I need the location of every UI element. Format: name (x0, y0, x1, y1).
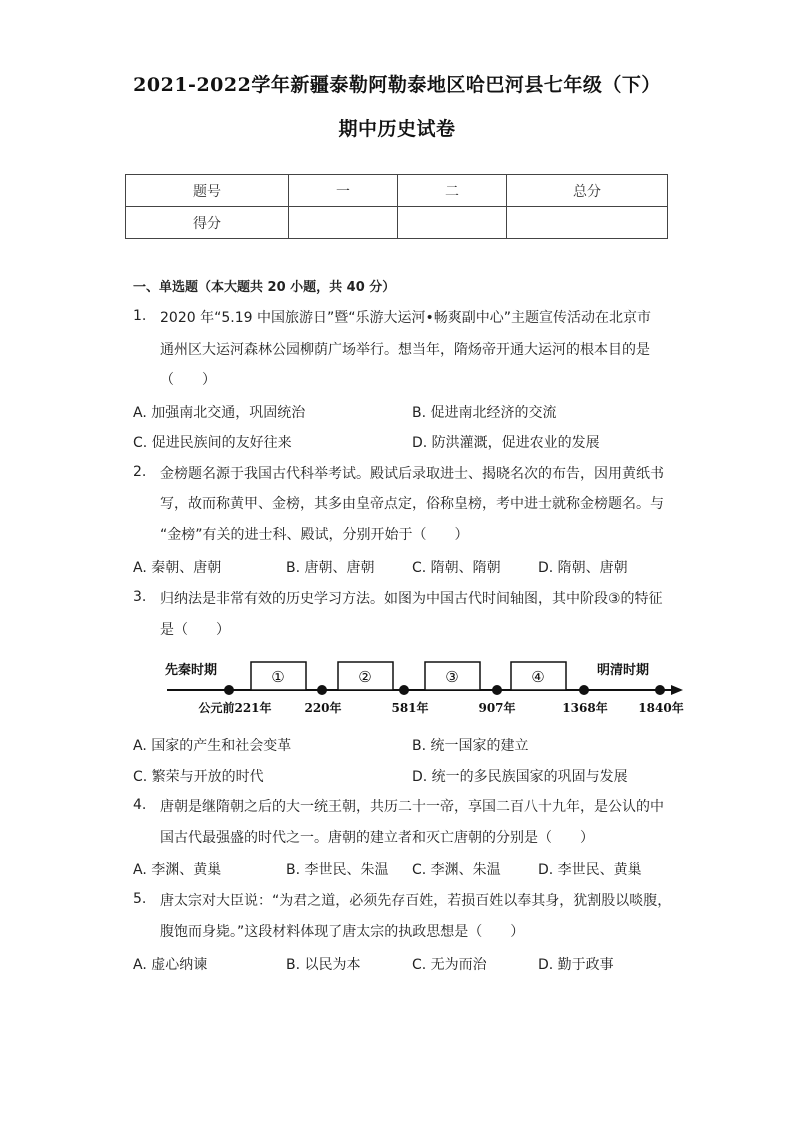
stage-label-4: ④ (531, 668, 545, 686)
question-text: （ ） (160, 372, 216, 388)
option-a[interactable]: A. 国家的产生和社会变革 (133, 738, 292, 754)
question-text: 通州区大运河森林公园柳荫广场举行。想当年，隋炀帝开通大运河的根本目的是 (160, 342, 650, 358)
stage-label-2: ② (358, 668, 372, 686)
timeline-right-label: 明清时期 (597, 663, 650, 678)
tick-dot (317, 685, 327, 695)
option-c[interactable]: C. 李渊、朱温 (412, 862, 501, 878)
option-b[interactable]: B. 统一国家的建立 (412, 738, 529, 754)
tick-dot (224, 685, 234, 695)
option-b[interactable]: B. 以民为本 (286, 957, 361, 973)
question-text: “金榜”有关的进士科、殿试，分别开始于（ ） (160, 527, 469, 543)
score-header-cell: 一 (289, 175, 398, 207)
stage-label-1: ① (271, 668, 285, 686)
option-d[interactable]: D. 隋朝、唐朝 (538, 560, 628, 576)
question-text: 是（ ） (160, 622, 230, 638)
option-c[interactable]: C. 繁荣与开放的时代 (133, 769, 264, 785)
option-c[interactable]: C. 无为而治 (412, 957, 487, 973)
question-number: 4. (133, 797, 147, 813)
timeline-figure (163, 652, 693, 722)
tick-label: 220年 (304, 701, 342, 715)
tick-label: 公元前221年 (198, 701, 272, 715)
score-table-score-row (126, 207, 668, 239)
option-d[interactable]: D. 统一的多民族国家的巩固与发展 (412, 769, 628, 785)
tick-dot (492, 685, 502, 695)
section-heading: 一、单选题（本大题共 20 小题，共 40 分） (133, 280, 396, 295)
question-text: 唐朝是继隋朝之后的大一统王朝，共历二十一帝，享国二百八十九年，是公认的中 (160, 799, 664, 815)
option-b[interactable]: B. 唐朝、唐朝 (286, 560, 375, 576)
question-number: 5. (133, 891, 147, 907)
option-a[interactable]: A. 秦朝、唐朝 (133, 560, 222, 576)
option-d[interactable]: D. 李世民、黄巢 (538, 862, 642, 878)
question-number: 1. (133, 308, 147, 324)
option-b[interactable]: B. 李世民、朱温 (286, 862, 389, 878)
option-d[interactable]: D. 防洪灌溉，促进农业的发展 (412, 435, 600, 451)
question-text: 唐太宗对大臣说：“为君之道，必须先存百姓，若损百姓以奉其身，犹割股以啖腹， (160, 893, 672, 909)
question-number: 3. (133, 589, 147, 605)
question-text: 腹饱而身毙。”这段材料体现了唐太宗的执政思想是（ ） (160, 924, 525, 940)
exam-title-line2: 期中历史试卷 (338, 118, 456, 140)
option-c[interactable]: C. 隋朝、隋朝 (412, 560, 501, 576)
option-a[interactable]: A. 李渊、黄巢 (133, 862, 222, 878)
score-cell-empty (398, 207, 507, 239)
question-text: 归纳法是非常有效的历史学习方法。如图为中国古代时间轴图，其中阶段③的特征 (160, 591, 663, 607)
score-table-header-row (126, 175, 668, 207)
timeline-left-label: 先秦时期 (165, 663, 218, 678)
option-b[interactable]: B. 促进南北经济的交流 (412, 405, 557, 421)
score-cell-empty (289, 207, 398, 239)
question-text: 2020 年“5.19 中国旅游日”暨“乐游大运河•畅爽副中心”主题宣传活动在北京市 (160, 310, 651, 326)
timeline-arrow (671, 685, 683, 695)
stage-label-3: ③ (445, 668, 459, 686)
score-table (125, 174, 668, 239)
tick-label: 1840年 (638, 701, 684, 715)
question-text: 金榜题名源于我国古代科举考试。殿试后录取进士、揭晓名次的布告，因用黄纸书 (160, 466, 664, 482)
score-header-cell: 题号 (126, 175, 289, 207)
option-c[interactable]: C. 促进民族间的友好往来 (133, 435, 292, 451)
tick-label: 1368年 (562, 701, 608, 715)
option-a[interactable]: A. 加强南北交通，巩固统治 (133, 405, 306, 421)
score-header-cell: 总分 (507, 175, 668, 207)
tick-dot (399, 685, 409, 695)
option-d[interactable]: D. 勤于政事 (538, 957, 614, 973)
tick-label: 907年 (478, 701, 516, 715)
tick-dot (655, 685, 665, 695)
tick-label: 581年 (391, 701, 429, 715)
option-a[interactable]: A. 虚心纳谏 (133, 957, 208, 973)
tick-dot (579, 685, 589, 695)
score-row-label: 得分 (126, 207, 289, 239)
score-header-cell: 二 (398, 175, 507, 207)
question-text: 国古代最强盛的时代之一。唐朝的建立者和灭亡唐朝的分别是（ ） (160, 830, 594, 846)
question-text: 写，故而称黄甲、金榜，其多由皇帝点定，俗称皇榜，考中进士就称金榜题名。与 (160, 496, 664, 512)
score-cell-empty (507, 207, 668, 239)
question-number: 2. (133, 464, 147, 480)
exam-title-line1: 2021-2022学年新疆泰勒阿勒泰地区哈巴河县七年级（下） (133, 74, 661, 96)
